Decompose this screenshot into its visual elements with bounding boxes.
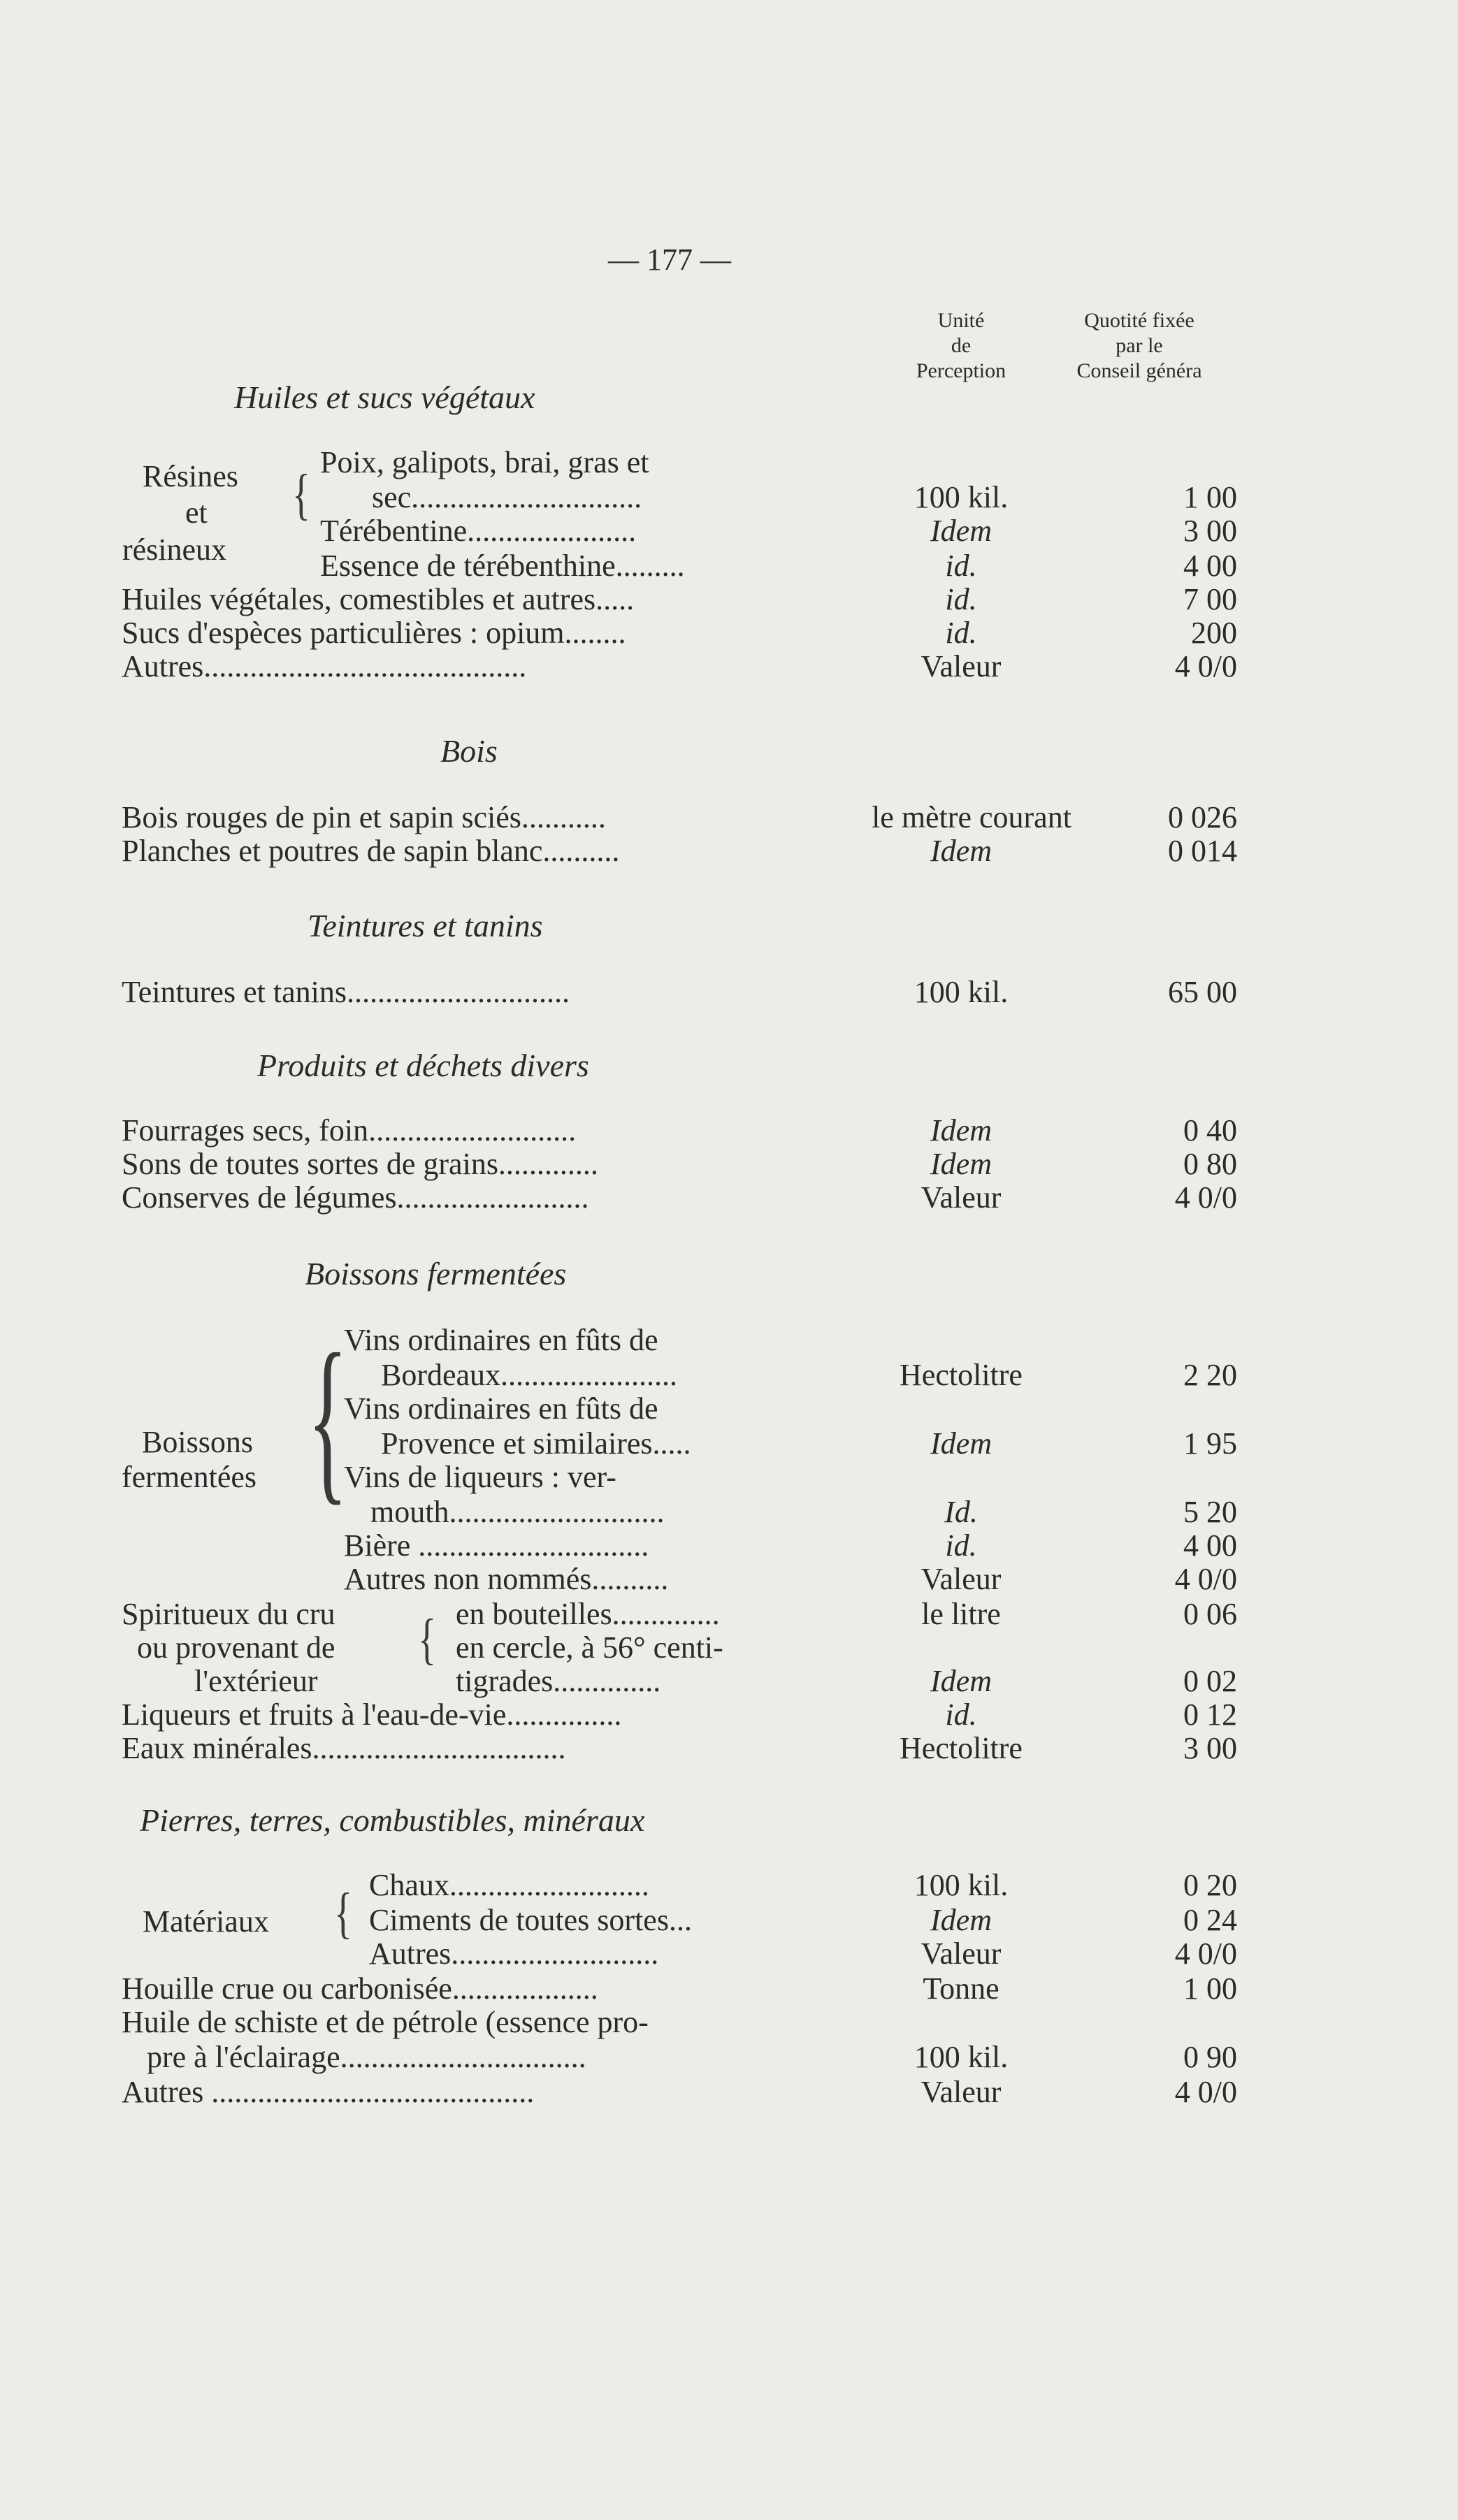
bracket-label-materiaux: Matériaux (143, 1904, 269, 1939)
row-unit: Idem (930, 514, 992, 548)
row-qty: 4 0/0 (1174, 1936, 1237, 1971)
page-number: — 177 — (608, 242, 731, 277)
row-qty: 1 00 (1183, 480, 1237, 514)
header-quotite-line2: par le (1116, 334, 1163, 357)
row-unit: id. (945, 549, 977, 583)
row-unit: Hectolitre (900, 1731, 1023, 1765)
row-qty: 0 20 (1183, 1868, 1237, 1902)
row-item: Teintures et tanins............................. (122, 975, 570, 1009)
row-qty: 0 06 (1183, 1597, 1237, 1631)
row-unit: 100 kil. (914, 2040, 1009, 2074)
row-unit: 100 kil. (914, 1868, 1009, 1902)
row-item: Bois rouges de pin et sapin sciés........... (122, 800, 606, 834)
row-unit: Idem (930, 1113, 992, 1147)
section-title-pierres: Pierres, terres, combustibles, minéraux (140, 1802, 645, 1838)
row-item: Autres .......................................... (122, 2075, 535, 2109)
row-qty: 65 00 (1168, 975, 1237, 1009)
bracket-label-boissons: Boissons (142, 1425, 253, 1459)
row-item: tigrades.............. (456, 1664, 661, 1698)
row-item: Chaux.......................... (369, 1868, 649, 1902)
row-unit: Idem (930, 1147, 992, 1181)
row-unit: id. (945, 1697, 977, 1732)
row-item: Essence de térébenthine......... (320, 549, 685, 583)
row-unit: Idem (930, 1664, 992, 1698)
row-qty: 0 40 (1183, 1113, 1237, 1147)
row-qty: 7 00 (1183, 582, 1237, 616)
row-qty: 4 0/0 (1174, 1562, 1237, 1596)
brace-boissons: { (308, 1315, 348, 1521)
row-unit: id. (945, 616, 977, 650)
row-unit: id. (945, 1528, 977, 1563)
row-item: sec.............................. (372, 480, 642, 514)
header-unite-line1: Unité (937, 309, 985, 332)
row-unit: id. (945, 582, 977, 616)
row-unit: Idem (930, 1426, 992, 1461)
row-unit: Valeur (921, 1562, 1002, 1596)
row-qty: 0 014 (1168, 834, 1237, 868)
row-qty: 4 0/0 (1174, 2075, 1237, 2109)
row-qty: 0 90 (1183, 2040, 1237, 2074)
row-unit: 100 kil. (914, 975, 1009, 1009)
row-item: Térébentine...................... (320, 514, 637, 548)
row-qty: 0 026 (1168, 800, 1237, 834)
row-qty: 4 0/0 (1174, 1180, 1237, 1215)
brace-resines: { (292, 463, 310, 526)
row-qty: 0 02 (1183, 1664, 1237, 1698)
brace-materiaux: { (334, 1881, 352, 1944)
row-item: Bière .............................. (344, 1528, 649, 1563)
row-unit: Idem (930, 1903, 992, 1937)
row-item: Ciments de toutes sortes... (369, 1903, 692, 1937)
row-item: pre à l'éclairage................................ (147, 2040, 586, 2074)
row-item: Liqueurs et fruits à l'eau-de-vie............... (122, 1697, 622, 1732)
row-qty: 0 24 (1183, 1903, 1237, 1937)
row-item: Conserves de légumes......................... (122, 1180, 589, 1215)
row-item: Bordeaux....................... (381, 1358, 678, 1392)
row-qty: 3 00 (1183, 514, 1237, 548)
row-qty: 4 0/0 (1174, 649, 1237, 683)
row-item: Sucs d'espèces particulières : opium........ (122, 616, 626, 650)
row-qty: 2 20 (1183, 1358, 1237, 1392)
section-title-huiles: Huiles et sucs végétaux (234, 379, 535, 415)
row-item: Planches et poutres de sapin blanc.......... (122, 834, 620, 868)
row-qty: 3 00 (1183, 1731, 1237, 1765)
row-item: Vins de liqueurs : ver- (344, 1460, 616, 1494)
section-title-teintures: Teintures et tanins (308, 908, 543, 943)
row-item: Fourrages secs, foin........................... (122, 1113, 577, 1147)
row-unit: le mètre courant (872, 800, 1071, 834)
row-qty: 0 12 (1183, 1697, 1237, 1732)
row-qty: 4 00 (1183, 549, 1237, 583)
bracket-label-resines: Résines (143, 459, 238, 493)
row-item: Provence et similaires..... (381, 1426, 691, 1461)
row-unit: Tonne (923, 1971, 999, 2006)
row-unit: le litre (921, 1597, 1001, 1631)
bracket-label-provenant: ou provenant de (137, 1630, 335, 1665)
row-unit: Hectolitre (900, 1358, 1023, 1392)
row-item: mouth............................ (370, 1495, 665, 1529)
bracket-label-resineux: résineux (122, 533, 227, 567)
bracket-label-fermentees: fermentées (122, 1460, 257, 1494)
bracket-label-exterieur: l'extérieur (194, 1664, 318, 1698)
row-unit: Valeur (921, 649, 1002, 683)
row-item: Autres........................... (369, 1936, 659, 1971)
row-item: Vins ordinaires en fûts de (344, 1391, 658, 1426)
bracket-label-et: et (185, 495, 208, 530)
row-qty: 0 80 (1183, 1147, 1237, 1181)
bracket-label-spiritueux: Spiritueux du cru (122, 1597, 335, 1631)
row-item: en cercle, à 56° centi- (456, 1630, 723, 1665)
row-qty: 200 (1191, 616, 1237, 650)
header-unite-line3: Perception (916, 359, 1006, 382)
header-quotite-line1: Quotité fixée (1084, 309, 1194, 332)
row-qty: 1 95 (1183, 1426, 1237, 1461)
row-qty: 4 00 (1183, 1528, 1237, 1563)
header-quotite-line3: Conseil généra (1076, 359, 1202, 382)
row-unit: Id. (944, 1495, 978, 1529)
row-unit: Valeur (921, 1936, 1002, 1971)
row-item: Autres non nommés.......... (344, 1562, 669, 1596)
row-item: en bouteilles.............. (456, 1597, 720, 1631)
row-unit: Valeur (921, 2075, 1002, 2109)
section-title-produits: Produits et déchets divers (257, 1048, 589, 1083)
row-item: Vins ordinaires en fûts de (344, 1323, 658, 1357)
row-qty: 1 00 (1183, 1971, 1237, 2006)
section-title-boissons: Boissons fermentées (305, 1256, 567, 1291)
brace-spiritueux: { (418, 1607, 436, 1670)
row-item: Huiles végétales, comestibles et autres..... (122, 582, 635, 616)
row-item: Huile de schiste et de pétrole (essence pro- (122, 2005, 649, 2039)
row-qty: 5 20 (1183, 1495, 1237, 1529)
row-item: Eaux minérales................................. (122, 1731, 566, 1765)
header-unite-line2: de (951, 334, 972, 357)
section-title-bois: Bois (440, 733, 498, 769)
row-item: Sons de toutes sortes de grains............. (122, 1147, 598, 1181)
row-item: Autres.......................................... (122, 649, 527, 683)
row-item: Houille crue ou carbonisée................... (122, 1971, 598, 2006)
row-unit: Valeur (921, 1180, 1002, 1215)
row-item: Poix, galipots, brai, gras et (320, 445, 649, 479)
row-unit: 100 kil. (914, 480, 1009, 514)
row-unit: Idem (930, 834, 992, 868)
